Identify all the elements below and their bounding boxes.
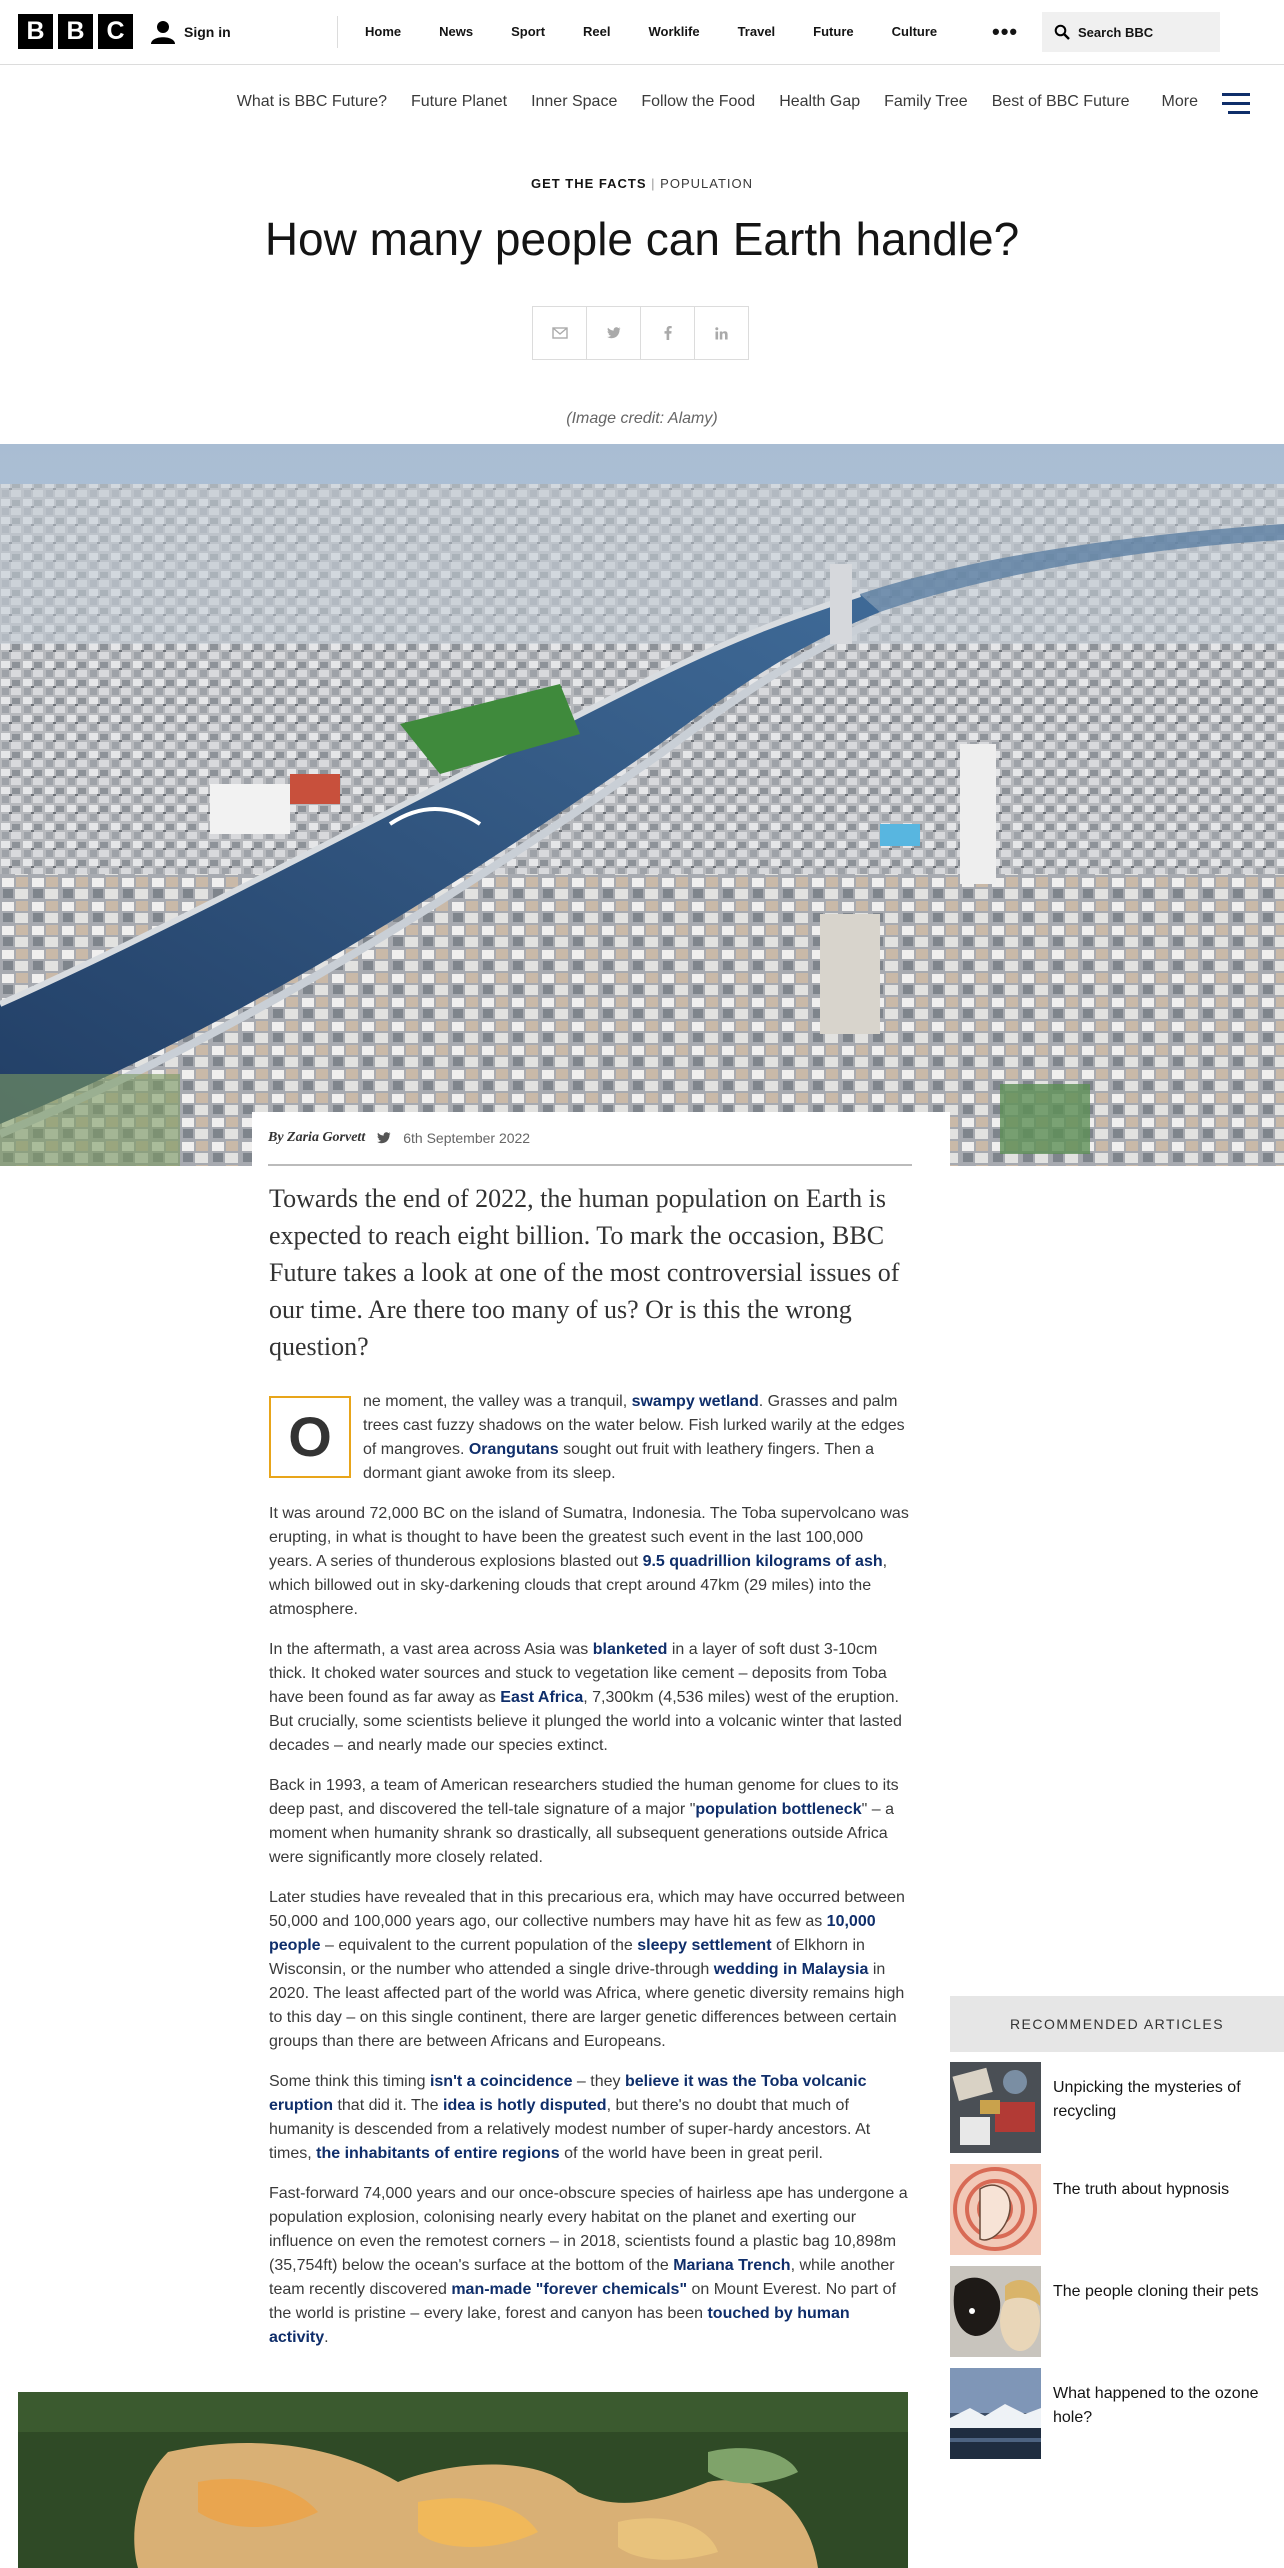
- subnav-item-best-of[interactable]: Best of BBC Future: [991, 93, 1130, 110]
- section-nav: [0, 80, 1284, 124]
- byline-divider: [268, 1164, 912, 1166]
- subnav-item-inner-space[interactable]: Inner Space: [531, 93, 618, 110]
- paragraph: O ne moment, the valley was a tranquil, swampy wetland. Grasses and palm trees cast fuzzy shadows on the water below. Fish lurked warily at the edges of mangroves. Orangutans sought out fruit with leathery fingers. Then a dormant giant awoke from its sleep.: [269, 1390, 909, 1486]
- recommended-item[interactable]: [950, 2164, 1284, 2256]
- recommended-title[interactable]: The people cloning their pets: [1053, 2283, 1259, 2300]
- hamburger-icon[interactable]: [1222, 93, 1250, 115]
- nav-item-sport[interactable]: Sport: [511, 24, 546, 39]
- paragraph: In the aftermath, a vast area across Asia was blanketed in a layer of soft dust 3-10cm thick. It choked water sources and stuck to vegetation like cement – deposits from Toba have been found as far away as East Africa, 7,300km (4,536 miles) west of the eruption. But crucially, some scientists believe it plunged the world into a volcanic winter that lasted decades – and nearly made our species extinct.: [269, 1641, 902, 1754]
- facebook-icon: [664, 326, 672, 340]
- paragraph: Fast-forward 74,000 years and our once-obscure species of hairless ape has undergone a population explosion, colonising nearly every habitat on the planet and exerting our influence on even the remotest corners – in 2018, scientists found a plastic bag 10,898m (35,754ft) below the ocean's surface at the bottom of the Mariana Trench, while another team recently discovered man-made "forever chemicals" on Mount Everest. No part of the world is pristine – every lake, forest and canyon has been touched by human activity.: [269, 2185, 908, 2346]
- recommended-thumbnail[interactable]: [950, 2368, 1041, 2459]
- recommended-title[interactable]: Unpicking the mysteries of recycling: [1053, 2079, 1241, 2120]
- subnav-item-what-is[interactable]: What is BBC Future?: [236, 93, 387, 110]
- inline-link[interactable]: touched by human activity: [269, 2305, 850, 2346]
- article-body: [269, 1390, 909, 2366]
- article-kicker: [0, 176, 1284, 191]
- inline-link[interactable]: the inhabitants of entire regions: [316, 2145, 560, 2162]
- recommended-item[interactable]: [950, 2266, 1284, 2358]
- logo-letter: B: [58, 14, 93, 49]
- subnav-item-follow-the-food[interactable]: Follow the Food: [641, 93, 756, 110]
- nav-item-news[interactable]: News: [439, 24, 474, 39]
- inline-link[interactable]: 9.5 quadrillion kilograms of ash: [642, 1553, 883, 1570]
- inline-link[interactable]: wedding in Malaysia: [713, 1961, 869, 1978]
- kicker-label[interactable]: GET THE FACTS: [530, 176, 647, 191]
- twitter-icon[interactable]: [377, 1132, 391, 1144]
- paragraph: It was around 72,000 BC on the island of Sumatra, Indonesia. The Toba supervolcano was erupting, in what is thought to have been the greatest such event in the last 100,000 years. A series of thunderous explosions blasted out 9.5 quadrillion kilograms of ash, which billowed out in sky-darkening clouds that crept around 47km (29 miles) into the atmosphere.: [269, 1505, 909, 1618]
- search-label: Search BBC: [1078, 24, 1154, 40]
- recommended-title[interactable]: The truth about hypnosis: [1053, 2181, 1230, 2198]
- share-email-button[interactable]: [532, 306, 587, 360]
- image-credit: (Image credit: Alamy): [566, 410, 718, 427]
- aerial-forest-image: [18, 2392, 908, 2568]
- recommended-thumbnail[interactable]: [950, 2266, 1041, 2357]
- subnav-item-future-planet[interactable]: Future Planet: [411, 93, 508, 110]
- user-icon: [150, 19, 176, 45]
- search-input[interactable]: [1042, 12, 1220, 52]
- kicker-section[interactable]: POPULATION: [660, 176, 754, 191]
- recommended-thumbnail[interactable]: [950, 2164, 1041, 2255]
- sign-in-link[interactable]: [150, 19, 231, 45]
- kicker-separator: |: [651, 176, 656, 191]
- more-nav-button[interactable]: •••: [992, 19, 1019, 44]
- inline-link[interactable]: believe it was the Toba volcanic eruption: [269, 2073, 867, 2114]
- page-title: How many people can Earth handle?: [264, 213, 1020, 265]
- linkedin-icon: [715, 327, 728, 340]
- inline-link[interactable]: Mariana Trench: [673, 2257, 791, 2274]
- inline-link[interactable]: swampy wetland: [631, 1393, 759, 1410]
- top-bar: [0, 0, 1284, 65]
- share-linkedin-button[interactable]: [694, 306, 749, 360]
- ozone-photo: [950, 2368, 1041, 2459]
- inline-link[interactable]: 10,000 people: [269, 1913, 876, 1954]
- subnav-more-button[interactable]: More: [1161, 93, 1198, 110]
- byline: [268, 1130, 530, 1146]
- hero-image: [0, 444, 1284, 1166]
- logo-letter: C: [98, 14, 133, 49]
- cloned-pets-photo: [950, 2266, 1041, 2357]
- subnav-item-family-tree[interactable]: Family Tree: [884, 93, 968, 110]
- search-icon: [1054, 24, 1070, 40]
- hypnosis-illustration: [950, 2164, 1041, 2255]
- share-facebook-button[interactable]: [640, 306, 695, 360]
- recommended-articles: [950, 1996, 1284, 2460]
- twitter-icon: [607, 327, 621, 339]
- recommended-item[interactable]: [950, 2368, 1284, 2460]
- forest-mining-photo: [18, 2392, 908, 2568]
- main-nav: [345, 0, 955, 64]
- nav-item-culture[interactable]: Culture: [891, 24, 938, 39]
- nav-item-future[interactable]: Future: [813, 24, 854, 39]
- inline-link[interactable]: idea is hotly disputed: [443, 2097, 607, 2114]
- recommended-title[interactable]: What happened to the ozone hole?: [1053, 2385, 1259, 2426]
- standfirst: Towards the end of 2022, the human population on Earth is expected to reach eight billion. To mark the occasion, BBC Future takes a look at one of the most controversial issues of our time. Are there too many of us? Or is this the wrong question?: [269, 1184, 900, 1361]
- paragraph: Later studies have revealed that in this precarious era, which may have occurred between 50,000 and 100,000 years ago, our collective numbers may have hit as few as 10,000 people – equivalent to the current population of the sleepy settlement of Elkhorn in Wisconsin, or the number who attended a single drive-through wedding in Malaysia in 2020. The least affected part of the world was Africa, where genetic diversity remains high to this day – on this single continent, there are larger genetic differences between certain groups than there are between Africans and Europeans.: [269, 1889, 905, 2050]
- share-twitter-button[interactable]: [586, 306, 641, 360]
- inline-link[interactable]: population bottleneck: [695, 1801, 862, 1818]
- sign-in-label: Sign in: [184, 24, 231, 40]
- recommended-thumbnail[interactable]: [950, 2062, 1041, 2153]
- paragraph: Back in 1993, a team of American researchers studied the human genome for clues to its deep past, and discovered the tell-tale signature of a major "population bottleneck" – a moment when humanity shrank so drastically, all subsequent generations outside Africa were significantly more closely related.: [269, 1777, 899, 1866]
- publish-date: 6th September 2022: [403, 1130, 531, 1146]
- inline-link[interactable]: blanketed: [592, 1641, 668, 1658]
- nav-item-home[interactable]: Home: [365, 24, 402, 39]
- byline-card: [252, 1112, 950, 1166]
- email-icon: [552, 327, 568, 339]
- city-river-photo: [0, 444, 1284, 1166]
- bbc-logo[interactable]: [18, 14, 133, 49]
- author-name[interactable]: By Zaria Gorvett: [268, 1130, 366, 1145]
- inline-link[interactable]: sleepy settlement: [637, 1937, 772, 1954]
- inline-link[interactable]: man-made "forever chemicals": [451, 2281, 688, 2298]
- nav-item-reel[interactable]: Reel: [583, 24, 611, 39]
- paragraph: Some think this timing isn't a coincidence – they believe it was the Toba volcanic eruption that did it. The idea is hotly disputed, but there's no doubt that much of humanity is descended from a relatively modest number of super-hardy ancestors. At times, the inhabitants of entire regions of the world have been in great peril.: [269, 2073, 871, 2162]
- recommended-item[interactable]: [950, 2062, 1284, 2154]
- subnav-item-health-gap[interactable]: Health Gap: [779, 93, 861, 110]
- nav-divider: [337, 16, 338, 48]
- logo-letter: B: [18, 14, 53, 49]
- nav-item-worklife[interactable]: Worklife: [648, 24, 700, 39]
- drop-cap: O: [269, 1396, 351, 1478]
- inline-link[interactable]: isn't a coincidence: [429, 2073, 573, 2090]
- inline-link[interactable]: Orangutans: [468, 1441, 559, 1458]
- recommended-heading: RECOMMENDED ARTICLES: [950, 1996, 1284, 2052]
- recycling-photo: [950, 2062, 1041, 2153]
- inline-link[interactable]: East Africa: [500, 1689, 584, 1706]
- nav-item-travel[interactable]: Travel: [737, 24, 776, 39]
- share-buttons: [533, 306, 749, 360]
